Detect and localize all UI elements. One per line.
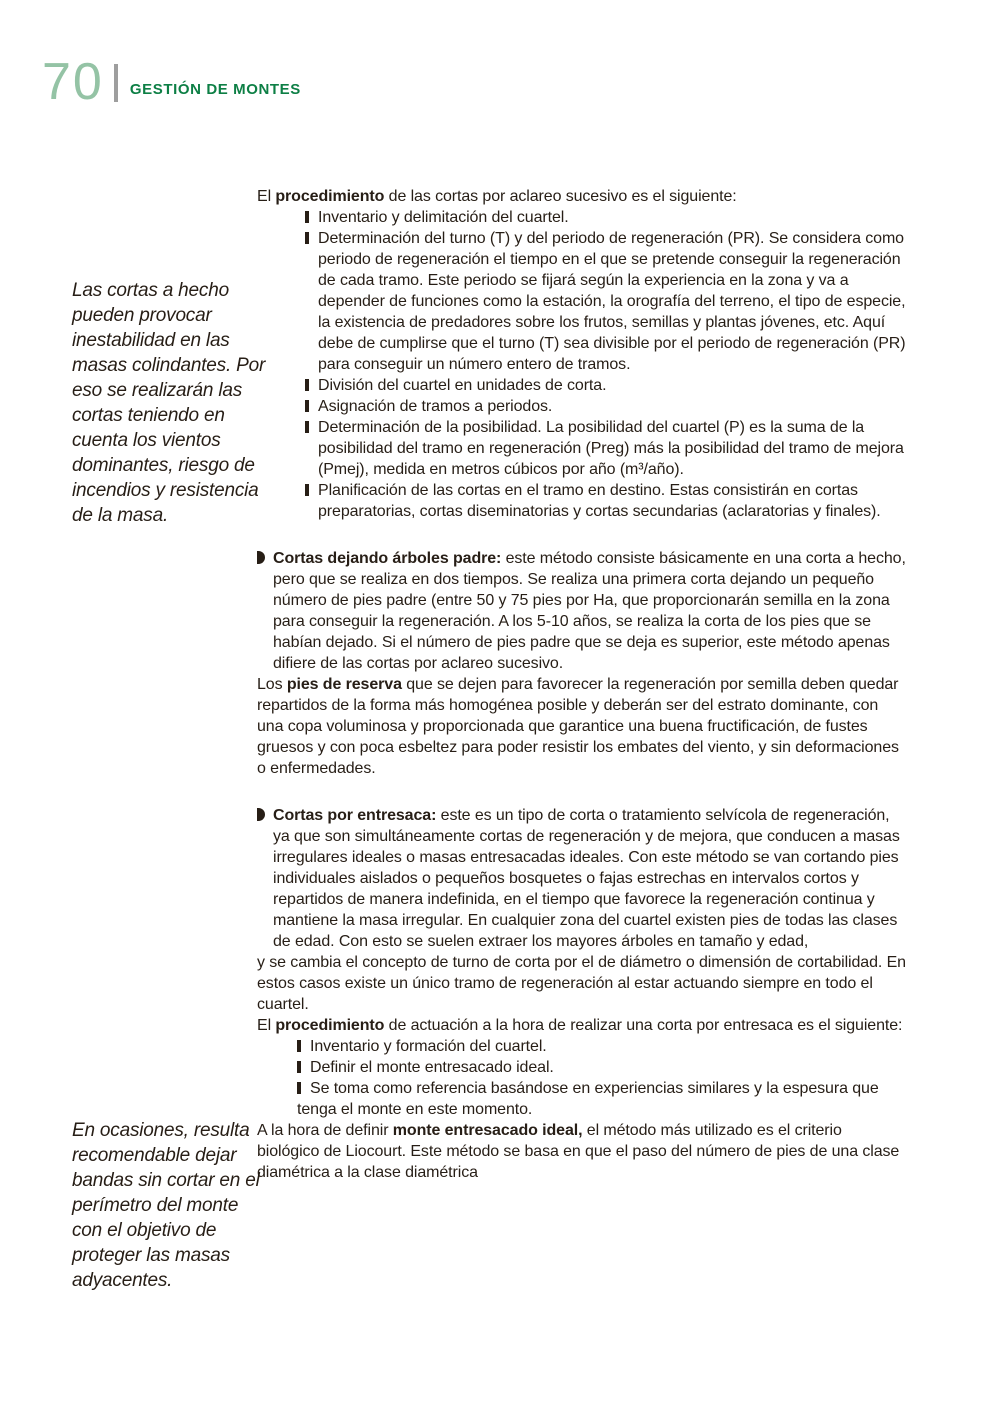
bold-text: procedimiento xyxy=(275,188,385,205)
bar-bullet-icon xyxy=(305,400,309,412)
text-run: el método más utilizado es el criterio biológico de Liocourt. Este método se basa en que el paso del número de pies de una clase diamétrica a la clase diamétrica xyxy=(257,1122,900,1181)
bar-bullet-icon xyxy=(305,484,309,496)
half-circle-bullet-icon xyxy=(257,551,265,564)
paragraph xyxy=(257,1120,907,1183)
bold-text: pies de reserva xyxy=(286,676,402,693)
bar-bullet-icon xyxy=(305,211,309,223)
text-run: A la hora de definir xyxy=(257,1122,393,1139)
page-number: 70 xyxy=(42,53,104,111)
list-item xyxy=(297,1078,907,1120)
bold-text: Cortas por entresaca: xyxy=(273,807,437,824)
text-run: Inventario y delimitación del cuartel. xyxy=(318,209,569,226)
text-run: de actuación a la hora de realizar una corta por entresaca es el siguiente: xyxy=(384,1017,903,1034)
paragraph xyxy=(257,674,907,779)
text-run: Asignación de tramos a periodos. xyxy=(318,398,553,415)
paragraph xyxy=(257,186,907,207)
list-item xyxy=(297,1036,907,1057)
text-run: Determinación del turno (T) y del periodo de regeneración (PR). Se considera como periodo de regeneración el tiempo en el que se pretende conseguir la regeneración de cada tramo. Este periodo se fijará según la experiencia en la zona y va a depender de funciones como la estación, la orografía del terreno, el tipo de especie, la existencia de predadores sobre los frutos, semillas y plantas jóvenes, etc. Aquí debe de cumplirse que el turno (T) sea divisible por el periodo de regeneración (PR) para conseguir un número entero de tramos. xyxy=(318,230,906,373)
bullet-list xyxy=(297,1036,907,1120)
text-run: Determinación de la posibilidad. La posibilidad del cuartel (P) es la suma de la posibilidad del tramo en regeneración (Preg) más la posibilidad del tramo de mejora (Pmej), medida en metros cúbicos por año (m³/año). xyxy=(318,419,904,478)
section-text xyxy=(273,805,907,952)
text-run: Planificación de las cortas en el tramo en destino. Estas consistirán en cortas preparatorias, cortas diseminatorias y cortas secundarias (aclaratorias y finales). xyxy=(318,482,881,520)
header-divider xyxy=(114,64,118,102)
text-run: este método consiste básicamente en una corta a hecho, pero que se realiza en dos tiempos. Se realiza una primera corta dejando un pequeño número de pies padre (entre 50 y 75 pies por Ha, que proporcionarán semilla en la zona para conseguir la regeneración. A los 5-10 años, se realiza la corta de los pies que se habían dejado. Si el número de pies padre que se deja es superior, este método apenas difiere de las cortas por aclareo sucesivo. xyxy=(273,550,906,672)
list-item-text xyxy=(318,228,907,375)
list-item xyxy=(305,207,907,228)
text-run: que se dejen para favorecer la regeneración por semilla deben quedar repartidos de la forma más homogénea posible y deberán ser del estrato dominante, con una copa voluminosa y proporcionada que garantice una buena fructificación, de fustes gruesos y con poca esbeltez para poder resistir los embates del viento, y sin deformaciones o enfermedades. xyxy=(257,676,899,777)
text-run: Inventario y formación del cuartel. xyxy=(310,1038,547,1055)
list-item xyxy=(305,417,907,480)
list-item-text xyxy=(297,1080,879,1118)
margin-note-1: Las cortas a hecho pueden provocar inestabilidad en las masas colindantes. Por eso se realizarán las cortas teniendo en cuenta los vientos dominantes, riesgo de incendios y resistencia de la masa. xyxy=(72,280,266,526)
bar-bullet-icon xyxy=(297,1040,301,1052)
list-item-text xyxy=(318,480,907,522)
text-run: de las cortas por aclareo sucesivo es el siguiente: xyxy=(384,188,737,205)
list-item-text xyxy=(318,396,907,417)
list-item xyxy=(305,375,907,396)
text-run: y se cambia el concepto de turno de corta por el de diámetro o dimensión de cortabilidad. En estos casos existe un único tramo de regeneración al estar actuando siempre en todo el cuartel. xyxy=(257,954,906,1013)
list-item-text xyxy=(310,1036,907,1057)
list-item-text xyxy=(310,1057,907,1078)
paragraph xyxy=(257,952,907,1015)
text-run: El xyxy=(257,188,276,205)
page-header xyxy=(42,53,301,111)
list-item-text xyxy=(318,417,907,480)
list-item xyxy=(297,1057,907,1078)
bar-bullet-icon xyxy=(297,1082,301,1094)
half-circle-bullet-icon xyxy=(257,808,265,821)
list-item xyxy=(305,480,907,522)
section-item xyxy=(257,548,907,674)
bar-bullet-icon xyxy=(305,232,309,244)
bold-text: monte entresacado ideal, xyxy=(392,1122,583,1139)
bullet-list xyxy=(305,207,907,522)
margin-note-2: En ocasiones, resulta recomendable dejar bandas sin cortar en el perímetro del monte con el objetivo de proteger las masas adyacentes. xyxy=(72,1120,260,1291)
text-run: Los xyxy=(257,676,287,693)
text-run: Definir el monte entresacado ideal. xyxy=(310,1059,554,1076)
list-item xyxy=(305,396,907,417)
text-run: este es un tipo de corta o tratamiento selvícola de regeneración, ya que son simultáneamente cortas de regeneración y de mejora, que conducen a masas irregulares ideales o masas entresacadas ideales. Con este método se van cortando pies individuales aislados o pequeños bosquetes o fajas estrechas en intervalos cortos y repartidos de manera indefinida, en el tiempo que favorece la regeneración continua y mantiene la masa irregular. En cualquier zona del cuartel existen pies de todas las clases de edad. Con esto se suelen extraer los mayores árboles en tamaño y edad, xyxy=(273,807,900,950)
bar-bullet-icon xyxy=(297,1061,301,1073)
bar-bullet-icon xyxy=(305,379,309,391)
bold-text: procedimiento xyxy=(275,1017,385,1034)
text-run: División del cuartel en unidades de corta. xyxy=(318,377,607,394)
text-run: El xyxy=(257,1017,276,1034)
bar-bullet-icon xyxy=(305,421,309,433)
bold-text: Cortas dejando árboles padre: xyxy=(273,550,502,567)
paragraph xyxy=(257,1015,907,1036)
text-run: Se toma como referencia basándose en experiencias similares y la espesura que tenga el monte en este momento. xyxy=(297,1080,879,1118)
list-item-text xyxy=(318,375,907,396)
header-section-title: GESTIÓN DE MONTES xyxy=(129,81,301,98)
list-item xyxy=(305,228,907,375)
section-text xyxy=(273,548,907,674)
list-item-text xyxy=(318,207,907,228)
section-item xyxy=(257,805,907,952)
main-content xyxy=(257,186,907,1183)
